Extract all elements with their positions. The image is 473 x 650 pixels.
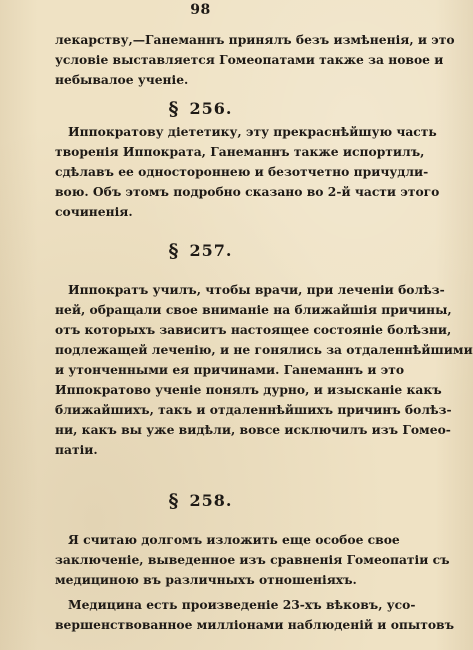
text-line: подлежащей леченію, и не гонялись за отдаленнѣйшими — [55, 342, 473, 357]
text-line: творенія Иппократа, Ганеманнъ также испортилъ, — [55, 144, 425, 159]
text-line: Иппократъ училъ, чтобы врачи, при леченіи болѣз- — [68, 282, 445, 297]
text-line: ней, обращали свое вниманіе на ближайшія причины, — [55, 302, 452, 317]
text-line: медициною въ различныхъ отношеніяхъ. — [55, 572, 357, 587]
text-line: сдѣлавъ ее одностороннею и безотчетно причудли- — [55, 164, 429, 179]
section-symbol: § — [168, 240, 180, 262]
text-line: и утонченными ея причинами. Ганеманнъ и это — [55, 362, 405, 377]
text-line: Иппократово ученіе понялъ дурно, и изысканіе какъ — [55, 382, 442, 397]
text-line: условіе выставляется Гомеопатами также за новое и — [55, 52, 444, 67]
section-number: 257. — [189, 241, 233, 260]
page-number: 98 — [190, 2, 211, 18]
text-line: заключеніе, выведенное изъ сравненія Гомеопатіи съ — [55, 552, 450, 567]
text-line: ближайшихъ, такъ и отдаленнѣйшихъ причинъ болѣз- — [55, 402, 452, 417]
text-line: ни, какъ вы уже видѣли, вовсе исключилъ изъ Гомео- — [55, 422, 451, 437]
text-line: Я считаю долгомъ изложить еще особое свое — [68, 532, 400, 547]
section-symbol: § — [168, 490, 180, 512]
text-line: вершенствованное милліонами наблюденій и опытовъ — [55, 617, 455, 632]
text-line: лекарству,—Ганеманнъ принялъ безъ измѣненія, и это — [55, 32, 455, 47]
text-line: отъ которыхъ зависитъ настоящее состояніе болѣзни, — [55, 322, 452, 337]
text-line: сочиненія. — [55, 204, 133, 219]
section-number: 256. — [189, 99, 233, 118]
section-heading-257 — [0, 240, 401, 262]
section-number: 258. — [189, 491, 233, 510]
section-symbol: § — [168, 98, 180, 120]
text-line: вою. Объ этомъ подробно сказано во 2-й части этого — [55, 184, 440, 199]
section-heading-258 — [0, 490, 401, 512]
text-line: Медицина есть произведеніе 23-хъ вѣковъ, усо- — [68, 597, 416, 612]
text-line: небывалое ученіе. — [55, 72, 189, 87]
text-line: патіи. — [55, 442, 98, 457]
text-line: Иппократову діететику, эту прекраснѣйшую часть — [68, 124, 437, 139]
section-heading-256 — [0, 98, 401, 120]
